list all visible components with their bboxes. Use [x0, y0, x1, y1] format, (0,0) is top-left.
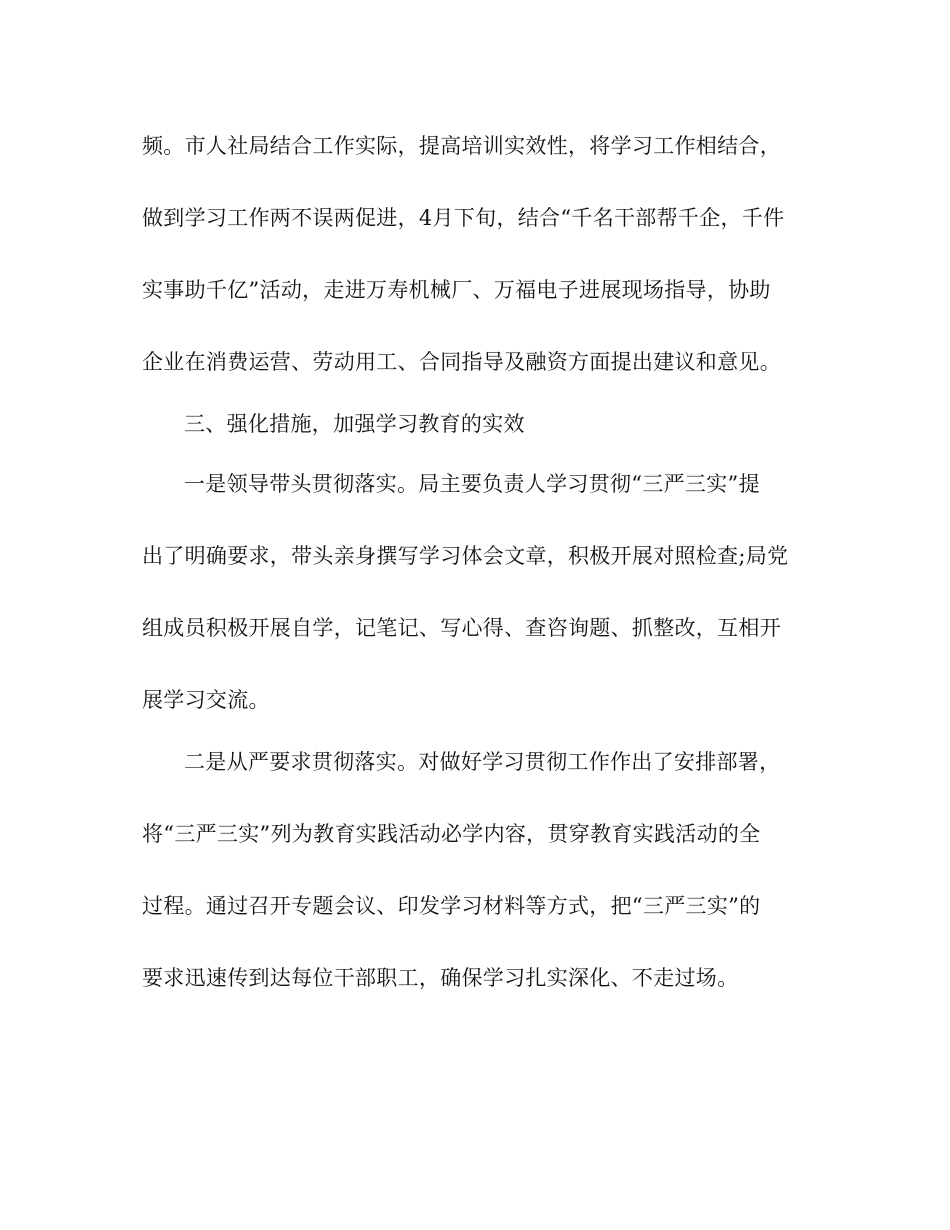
paragraph-line: 一是领导带头贯彻落实。局主要负责人学习贯彻“三严三实”提: [184, 472, 760, 496]
paragraph-line: 过程。通过召开专题会议、印发学习材料等方式，把“三严三实”的: [142, 894, 761, 918]
paragraph-line: 将“三严三实”列为教育实践活动必学内容，贯穿教育实践活动的全: [142, 822, 761, 846]
paragraph-line: 实事助千亿”活动，走进万寿机械厂、万福电子进展现场指导，协助: [142, 278, 771, 302]
paragraph-line: 出了明确要求，带头亲身撰写学习体会文章，积极开展对照检查;局党: [142, 544, 789, 568]
paragraph-line: 做到学习工作两不误两促进，4月下旬，结合“千名干部帮千企，千件: [142, 206, 785, 230]
paragraph-line: 频。市人社局结合工作实际，提高培训实效性，将学习工作相结合，: [142, 134, 781, 158]
paragraph-line: 展学习交流。: [142, 688, 270, 712]
paragraph-line: 企业在消费运营、劳动用工、合同指导及融资方面提出建议和意见。: [142, 350, 781, 374]
paragraph-line: 组成员积极开展自学，记笔记、写心得、查咨询题、抓整改，互相开: [142, 616, 781, 640]
paragraph-line: 二是从严要求贯彻落实。对做好学习贯彻工作作出了安排部署，: [184, 750, 781, 774]
paragraph-line: 要求迅速传到达每位干部职工，确保学习扎实深化、不走过场。: [142, 966, 739, 990]
section-heading: 三、强化措施，加强学习教育的实效: [184, 412, 525, 436]
